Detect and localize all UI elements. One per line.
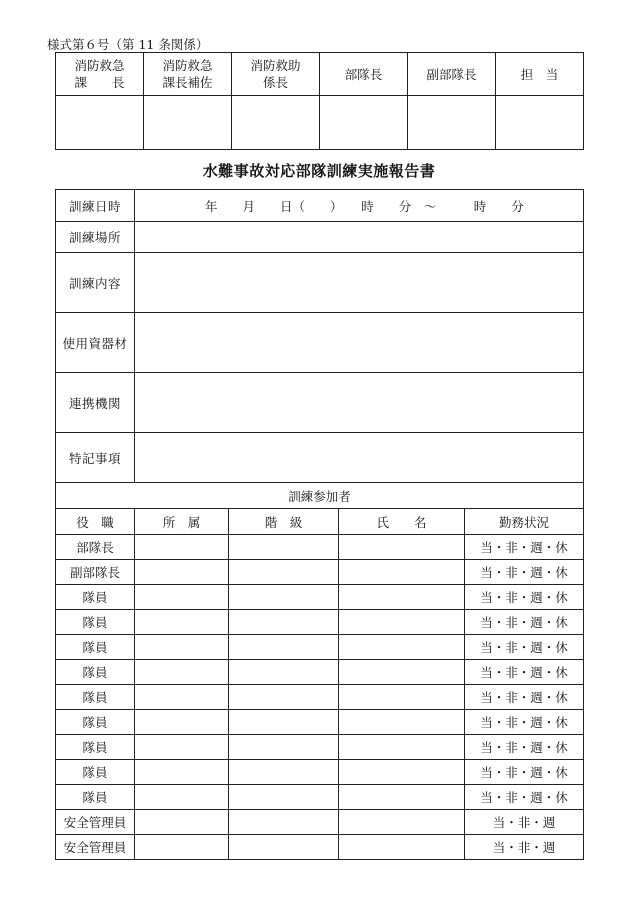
duty-status-cell[interactable]: 当・非・週・休: [465, 760, 584, 785]
participants-section-row: [56, 483, 584, 509]
name-cell[interactable]: [339, 835, 465, 860]
stamp-cell[interactable]: [144, 96, 232, 150]
table-row: [56, 735, 584, 760]
table-row: [56, 560, 584, 585]
row-training-place: [56, 222, 584, 253]
role-cell: 隊員: [56, 610, 135, 635]
role-cell: 安全管理員: [56, 835, 135, 860]
name-cell[interactable]: [339, 535, 465, 560]
approval-header-cell: 副部隊長: [408, 53, 496, 96]
name-cell[interactable]: [339, 685, 465, 710]
role-cell: 隊員: [56, 760, 135, 785]
approval-header-cell: 消防救助 係長: [232, 53, 320, 96]
table-row: [56, 535, 584, 560]
affiliation-cell[interactable]: [135, 585, 229, 610]
table-row: [56, 685, 584, 710]
cooperating-agencies-field[interactable]: [135, 373, 584, 433]
special-notes-field[interactable]: [135, 433, 584, 483]
rank-cell[interactable]: [229, 785, 339, 810]
name-cell[interactable]: [339, 735, 465, 760]
participants-section-title: 訓練参加者: [56, 483, 584, 509]
affiliation-cell[interactable]: [135, 635, 229, 660]
label-special-notes: 特記事項: [56, 433, 135, 483]
stamp-cell[interactable]: [56, 96, 144, 150]
row-cooperating-agencies: [56, 373, 584, 433]
table-row: [56, 810, 584, 835]
label-training-content: 訓練内容: [56, 253, 135, 313]
column-header-name: 氏 名: [339, 509, 465, 535]
column-header-role: 役 職: [56, 509, 135, 535]
stamp-cell[interactable]: [408, 96, 496, 150]
affiliation-cell[interactable]: [135, 685, 229, 710]
label-training-place: 訓練場所: [56, 222, 135, 253]
table-row: [56, 585, 584, 610]
rank-cell[interactable]: [229, 710, 339, 735]
rank-cell[interactable]: [229, 760, 339, 785]
duty-status-cell[interactable]: 当・非・週・休: [465, 535, 584, 560]
affiliation-cell[interactable]: [135, 810, 229, 835]
participants-header-row: [56, 509, 584, 535]
column-header-affiliation: 所 属: [135, 509, 229, 535]
approval-header-cell: 担 当: [496, 53, 584, 96]
duty-status-cell[interactable]: 当・非・週・休: [465, 685, 584, 710]
training-place-field[interactable]: [135, 222, 584, 253]
affiliation-cell[interactable]: [135, 660, 229, 685]
table-row: [56, 835, 584, 860]
stamp-cell[interactable]: [232, 96, 320, 150]
role-cell: 隊員: [56, 785, 135, 810]
training-content-field[interactable]: [135, 253, 584, 313]
name-cell[interactable]: [339, 785, 465, 810]
approval-header-cell: 消防救急 課 長: [56, 53, 144, 96]
affiliation-cell[interactable]: [135, 785, 229, 810]
rank-cell[interactable]: [229, 610, 339, 635]
affiliation-cell[interactable]: [135, 535, 229, 560]
stamp-cell[interactable]: [320, 96, 408, 150]
affiliation-cell[interactable]: [135, 560, 229, 585]
row-training-datetime: [56, 190, 584, 222]
role-cell: 副部隊長: [56, 560, 135, 585]
row-equipment: [56, 313, 584, 373]
table-row: [56, 660, 584, 685]
name-cell[interactable]: [339, 635, 465, 660]
name-cell[interactable]: [339, 660, 465, 685]
rank-cell[interactable]: [229, 660, 339, 685]
rank-cell[interactable]: [229, 585, 339, 610]
approval-header-cell: 消防救急 課長補佐: [144, 53, 232, 96]
role-cell: 隊員: [56, 710, 135, 735]
role-cell: 隊員: [56, 660, 135, 685]
duty-status-cell[interactable]: 当・非・週・休: [465, 785, 584, 810]
role-cell: 隊員: [56, 585, 135, 610]
role-cell: 隊員: [56, 635, 135, 660]
table-row: [56, 785, 584, 810]
approval-header-cell: 部隊長: [320, 53, 408, 96]
role-cell: 安全管理員: [56, 810, 135, 835]
name-cell[interactable]: [339, 710, 465, 735]
role-cell: 部隊長: [56, 535, 135, 560]
label-equipment: 使用資器材: [56, 313, 135, 373]
datetime-field[interactable]: 年 月 日（ ） 時 分 ～ 時 分: [135, 190, 584, 222]
rank-cell[interactable]: [229, 835, 339, 860]
rank-cell[interactable]: [229, 535, 339, 560]
affiliation-cell[interactable]: [135, 835, 229, 860]
name-cell[interactable]: [339, 760, 465, 785]
duty-status-cell[interactable]: 当・非・週・休: [465, 710, 584, 735]
document-title: 水難事故対応部隊訓練実施報告書: [202, 162, 436, 180]
duty-status-cell[interactable]: 当・非・週・休: [465, 635, 584, 660]
name-cell[interactable]: [339, 560, 465, 585]
affiliation-cell[interactable]: [135, 610, 229, 635]
affiliation-cell[interactable]: [135, 760, 229, 785]
name-cell[interactable]: [339, 610, 465, 635]
affiliation-cell[interactable]: [135, 710, 229, 735]
table-row: [56, 635, 584, 660]
rank-cell[interactable]: [229, 810, 339, 835]
table-row: [56, 610, 584, 635]
role-cell: 隊員: [56, 685, 135, 710]
table-row: [56, 760, 584, 785]
column-header-rank: 階 級: [229, 509, 339, 535]
duty-status-cell[interactable]: 当・非・週・休: [465, 560, 584, 585]
equipment-field[interactable]: [135, 313, 584, 373]
label-training-datetime: 訓練日時: [56, 190, 135, 222]
column-header-duty-status: 勤務状況: [465, 509, 584, 535]
row-training-content: [56, 253, 584, 313]
duty-status-cell[interactable]: 当・非・週: [465, 810, 584, 835]
name-cell[interactable]: [339, 810, 465, 835]
rank-cell[interactable]: [229, 635, 339, 660]
name-cell[interactable]: [339, 585, 465, 610]
rank-cell[interactable]: [229, 685, 339, 710]
approval-stamp-row: [56, 96, 584, 150]
label-cooperating-agencies: 連携機関: [56, 373, 135, 433]
approval-header-row: [56, 53, 584, 96]
duty-status-cell[interactable]: 当・非・週・休: [465, 585, 584, 610]
duty-status-cell[interactable]: 当・非・週・休: [465, 660, 584, 685]
stamp-cell[interactable]: [496, 96, 584, 150]
report-table: [55, 189, 584, 860]
approval-stamp-table: [55, 52, 584, 150]
role-cell: 隊員: [56, 735, 135, 760]
duty-status-cell[interactable]: 当・非・週・休: [465, 735, 584, 760]
row-special-notes: [56, 433, 584, 483]
rank-cell[interactable]: [229, 735, 339, 760]
rank-cell[interactable]: [229, 560, 339, 585]
form-number: 様式第６号（第 11 条関係）: [47, 37, 209, 52]
affiliation-cell[interactable]: [135, 735, 229, 760]
duty-status-cell[interactable]: 当・非・週: [465, 835, 584, 860]
duty-status-cell[interactable]: 当・非・週・休: [465, 610, 584, 635]
table-row: [56, 710, 584, 735]
